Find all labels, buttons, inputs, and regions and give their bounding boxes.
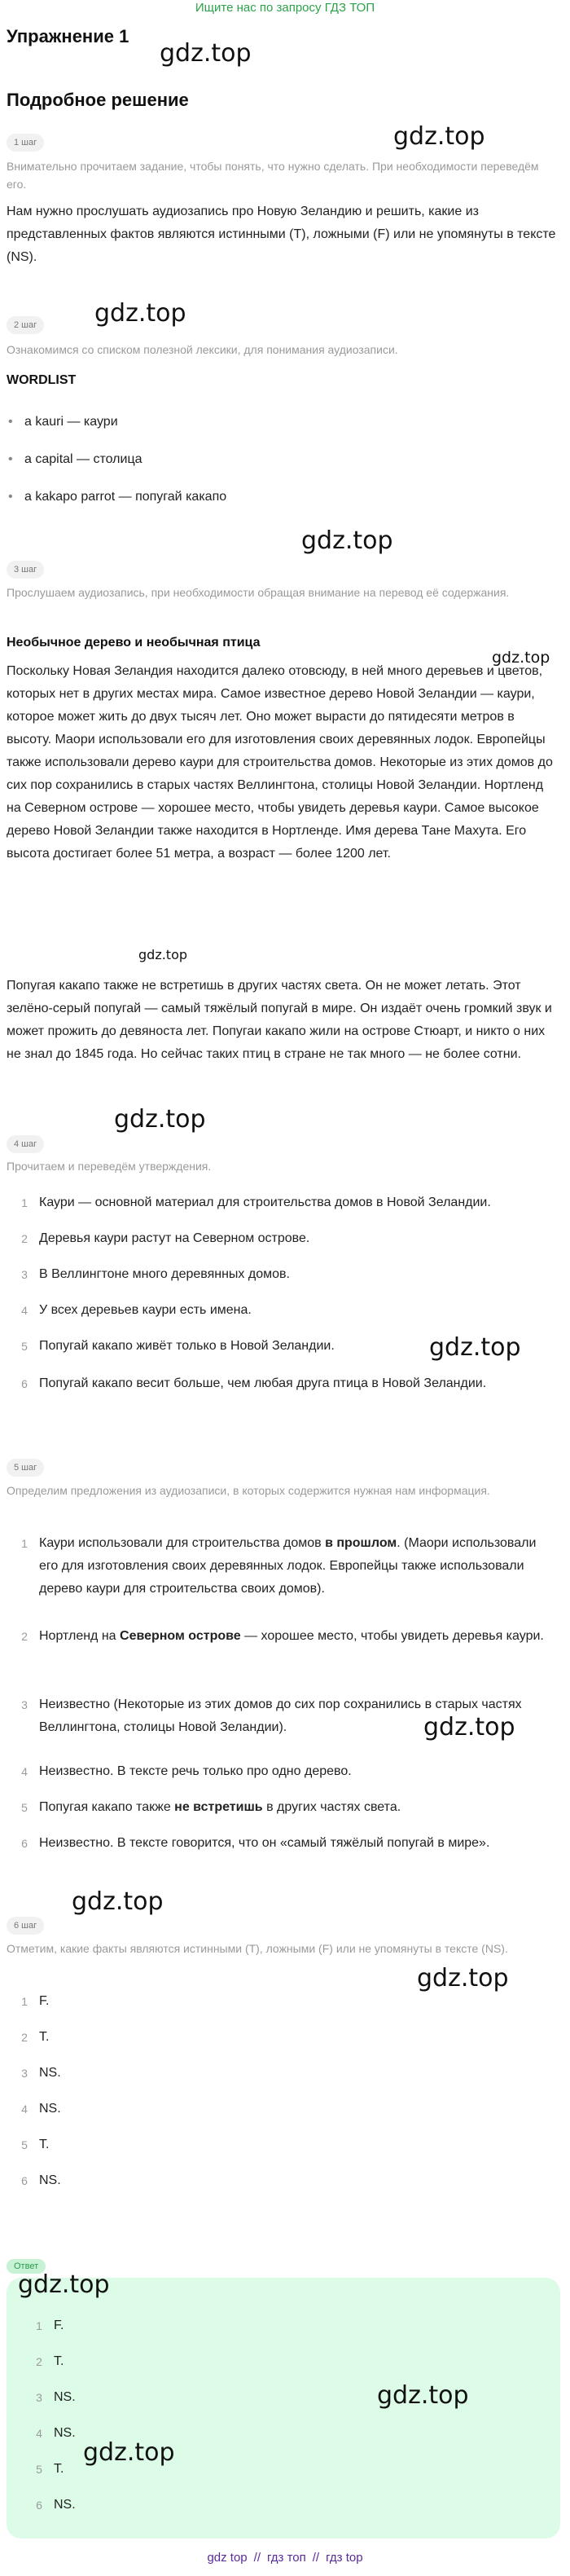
item-number: 1 [36,2319,42,2332]
step-hint: Прочитаем и переведём утверждения. [7,1160,212,1173]
step-hint: Прослушаем аудиозапись, при необходимости обращая внимание на перевод её содержания. [7,586,510,599]
watermark: gdz.top [301,526,393,555]
item-number: 2 [21,1232,28,1245]
item-number: 2 [36,2355,42,2368]
watermark: gdz.top [417,1964,509,1993]
watermark: gdz.top [160,39,252,68]
item-number: 6 [21,1377,28,1390]
watermark: gdz.top [18,2270,110,2299]
footer-separator: // [312,2551,320,2565]
step-hint: Отметим, какие факты являются истинными (T), ложными (F) или не упомянуты в тексте (NS). [7,1942,508,1955]
step-badge: 6 шаг [7,1917,44,1935]
watermark: gdz.top [429,1333,521,1362]
step-badge: 2 шаг [7,316,44,334]
footer-link[interactable]: gdz top [207,2551,248,2565]
watermark: gdz.top [377,2381,469,2410]
watermark: gdz.top [393,122,485,151]
watermark: gdz.top [83,2438,175,2467]
item-number: 1 [21,1537,28,1550]
answer-item: F. [54,2318,64,2332]
item-number: 5 [21,2138,28,2151]
step-hint: Внимательно прочитаем задание, чтобы понять, что нужно сделать. При необходимости переведём его. [7,160,539,191]
top-search-hint[interactable]: Ищите нас по запросу ГДЗ ТОП [195,1,375,15]
verdict-item: NS. [39,2066,61,2080]
verdict-item: NS. [39,2102,61,2116]
verdict-item: F. [39,1994,50,2008]
statement-item: Попугай какапо весит больше, чем любая друга птица в Новой Зеландии. [39,1376,487,1390]
story-paragraph: Поскольку Новая Зеландия находится далеко отовсюду, в ней много деревьев и цветов, которых нет в других местах мира. Самое известное дерево Новой Зеландии — каури, которое может жить до двух тысяч лет. Оно может вырасти до пятидесяти метров в высоту. Маори использовали его для изготовления своих деревянных лодок. Европейцы также использовали дерево каури для строительства домов. Некоторые из этих домов до сих пор сохранились в старых частях Веллингтона, столицы Новой Зеландии. Нортленд на Северном острове — хорошее место, чтобы увидеть деревья каури. Самое высокое дерево Новой Зеландии также находится в Нортленде. Имя дерева Тане Махута. Его высота достигает более 51 метра, а возраст — более 1200 лет. [7,664,553,861]
item-number: 4 [21,1765,28,1778]
item-number: 6 [21,2174,28,2187]
story-paragraph: Попугая какапо также не встретишь в других частях света. Он не может летать. Этот зелёно-серый попугай — самый тяжёлый попугай в мире. Он издаёт очень громкий звук и может прожить до девяноста лет. Попугаи какапо жили на острове Стюарт, и никто о них не знал до 1845 года. Но сейчас таких птиц в стране не так много — не более сотни. [7,979,552,1061]
verdict-item: T. [39,2030,50,2044]
step-badge: 3 шаг [7,561,44,579]
step-hint: Определим предложения из аудиозаписи, в которых содержится нужная нам информация. [7,1484,490,1497]
watermark: gdz.top [94,299,186,328]
evidence-item: Неизвестно. В тексте речь только про одно дерево. [39,1764,352,1778]
verdict-item: NS. [39,2173,61,2187]
item-number: 5 [21,1801,28,1814]
page-title: Упражнение 1 [7,26,129,46]
statement-item: У всех деревьев каури есть имена. [39,1303,252,1317]
wordlist-title: WORDLIST [7,373,77,387]
wordlist-item: • a kakapo parrot — попугай какапо [24,487,226,507]
step-text: Нам нужно прослушать аудиозапись про Новую Зеландию и решить, какие из представленных фактов являются истинными (T), ложными (F) или не упомянуты в тексте (NS). [7,205,556,264]
item-number: 6 [36,2499,42,2512]
footer-link[interactable]: гдз top [326,2551,363,2565]
answer-badge: Ответ [7,2259,46,2274]
step-hint: Ознакомимся со списком полезной лексики, для понимания аудиозаписи. [7,343,398,356]
wordlist-item: • a kauri — каури [24,412,118,432]
evidence-item: Нортленд на Северном острове — хорошее место, чтобы увидеть деревья каури. [39,1629,544,1643]
item-number: 3 [36,2391,42,2404]
statement-item: Попугай какапо живёт только в Новой Зеландии. [39,1339,335,1353]
evidence-item: Каури использовали для строительства домов в прошлом. (Маори использовали его для изготовления своих деревянных лодок. Европейцы также использовали дерево каури для строительства своих домов). [39,1536,537,1596]
answer-item: T. [54,2462,64,2476]
watermark: gdz.top [72,1887,164,1916]
item-number: 1 [21,1995,28,2008]
answer-item: T. [54,2354,64,2368]
item-number: 4 [21,1304,28,1317]
story-heading: Необычное дерево и необычная птица [7,636,261,650]
step-badge: 5 шаг [7,1459,44,1477]
answer-item: NS. [54,2390,76,2404]
evidence-item: Неизвестно. В тексте говорится, что он «самый тяжёлый попугай в мире». [39,1836,490,1850]
answer-item: NS. [54,2426,76,2440]
statement-item: В Веллингтоне много деревянных домов. [39,1267,290,1281]
item-number: 4 [21,2103,28,2116]
statement-item: Каури — основной материал для строительства домов в Новой Зеландии. [39,1196,491,1209]
section-title: Подробное решение [7,90,189,110]
item-number: 5 [36,2463,42,2476]
item-number: 3 [21,1698,28,1711]
item-number: 2 [21,1630,28,1643]
footer-separator: // [253,2551,261,2565]
evidence-item: Попугая какапо также не встретишь в других частях света. [39,1800,401,1814]
item-number: 6 [21,1837,28,1850]
item-number: 4 [36,2427,42,2440]
step-badge: 4 шаг [7,1135,44,1153]
watermark: gdz.top [114,1105,206,1134]
verdict-item: T. [39,2138,50,2151]
item-number: 3 [21,2067,28,2080]
wordlist-item: • a capital — столица [24,450,142,469]
watermark: gdz.top [423,1713,515,1742]
item-number: 5 [21,1340,28,1353]
footer-link[interactable]: гдз топ [267,2551,306,2565]
answer-item: NS. [54,2498,76,2512]
step-badge: 1 шаг [7,134,44,152]
watermark: gdz.top [138,947,188,962]
statement-item: Деревья каури растут на Северном острове. [39,1231,310,1245]
watermark: gdz.top [492,649,550,667]
evidence-item: Неизвестно (Некоторые из этих домов до сих пор сохранились в старых частях Веллингтона, столицы Новой Зеландии). [39,1698,522,1734]
item-number: 1 [21,1196,28,1209]
footer-links [0,2551,570,2565]
item-number: 2 [21,2031,28,2044]
item-number: 3 [21,1268,28,1281]
